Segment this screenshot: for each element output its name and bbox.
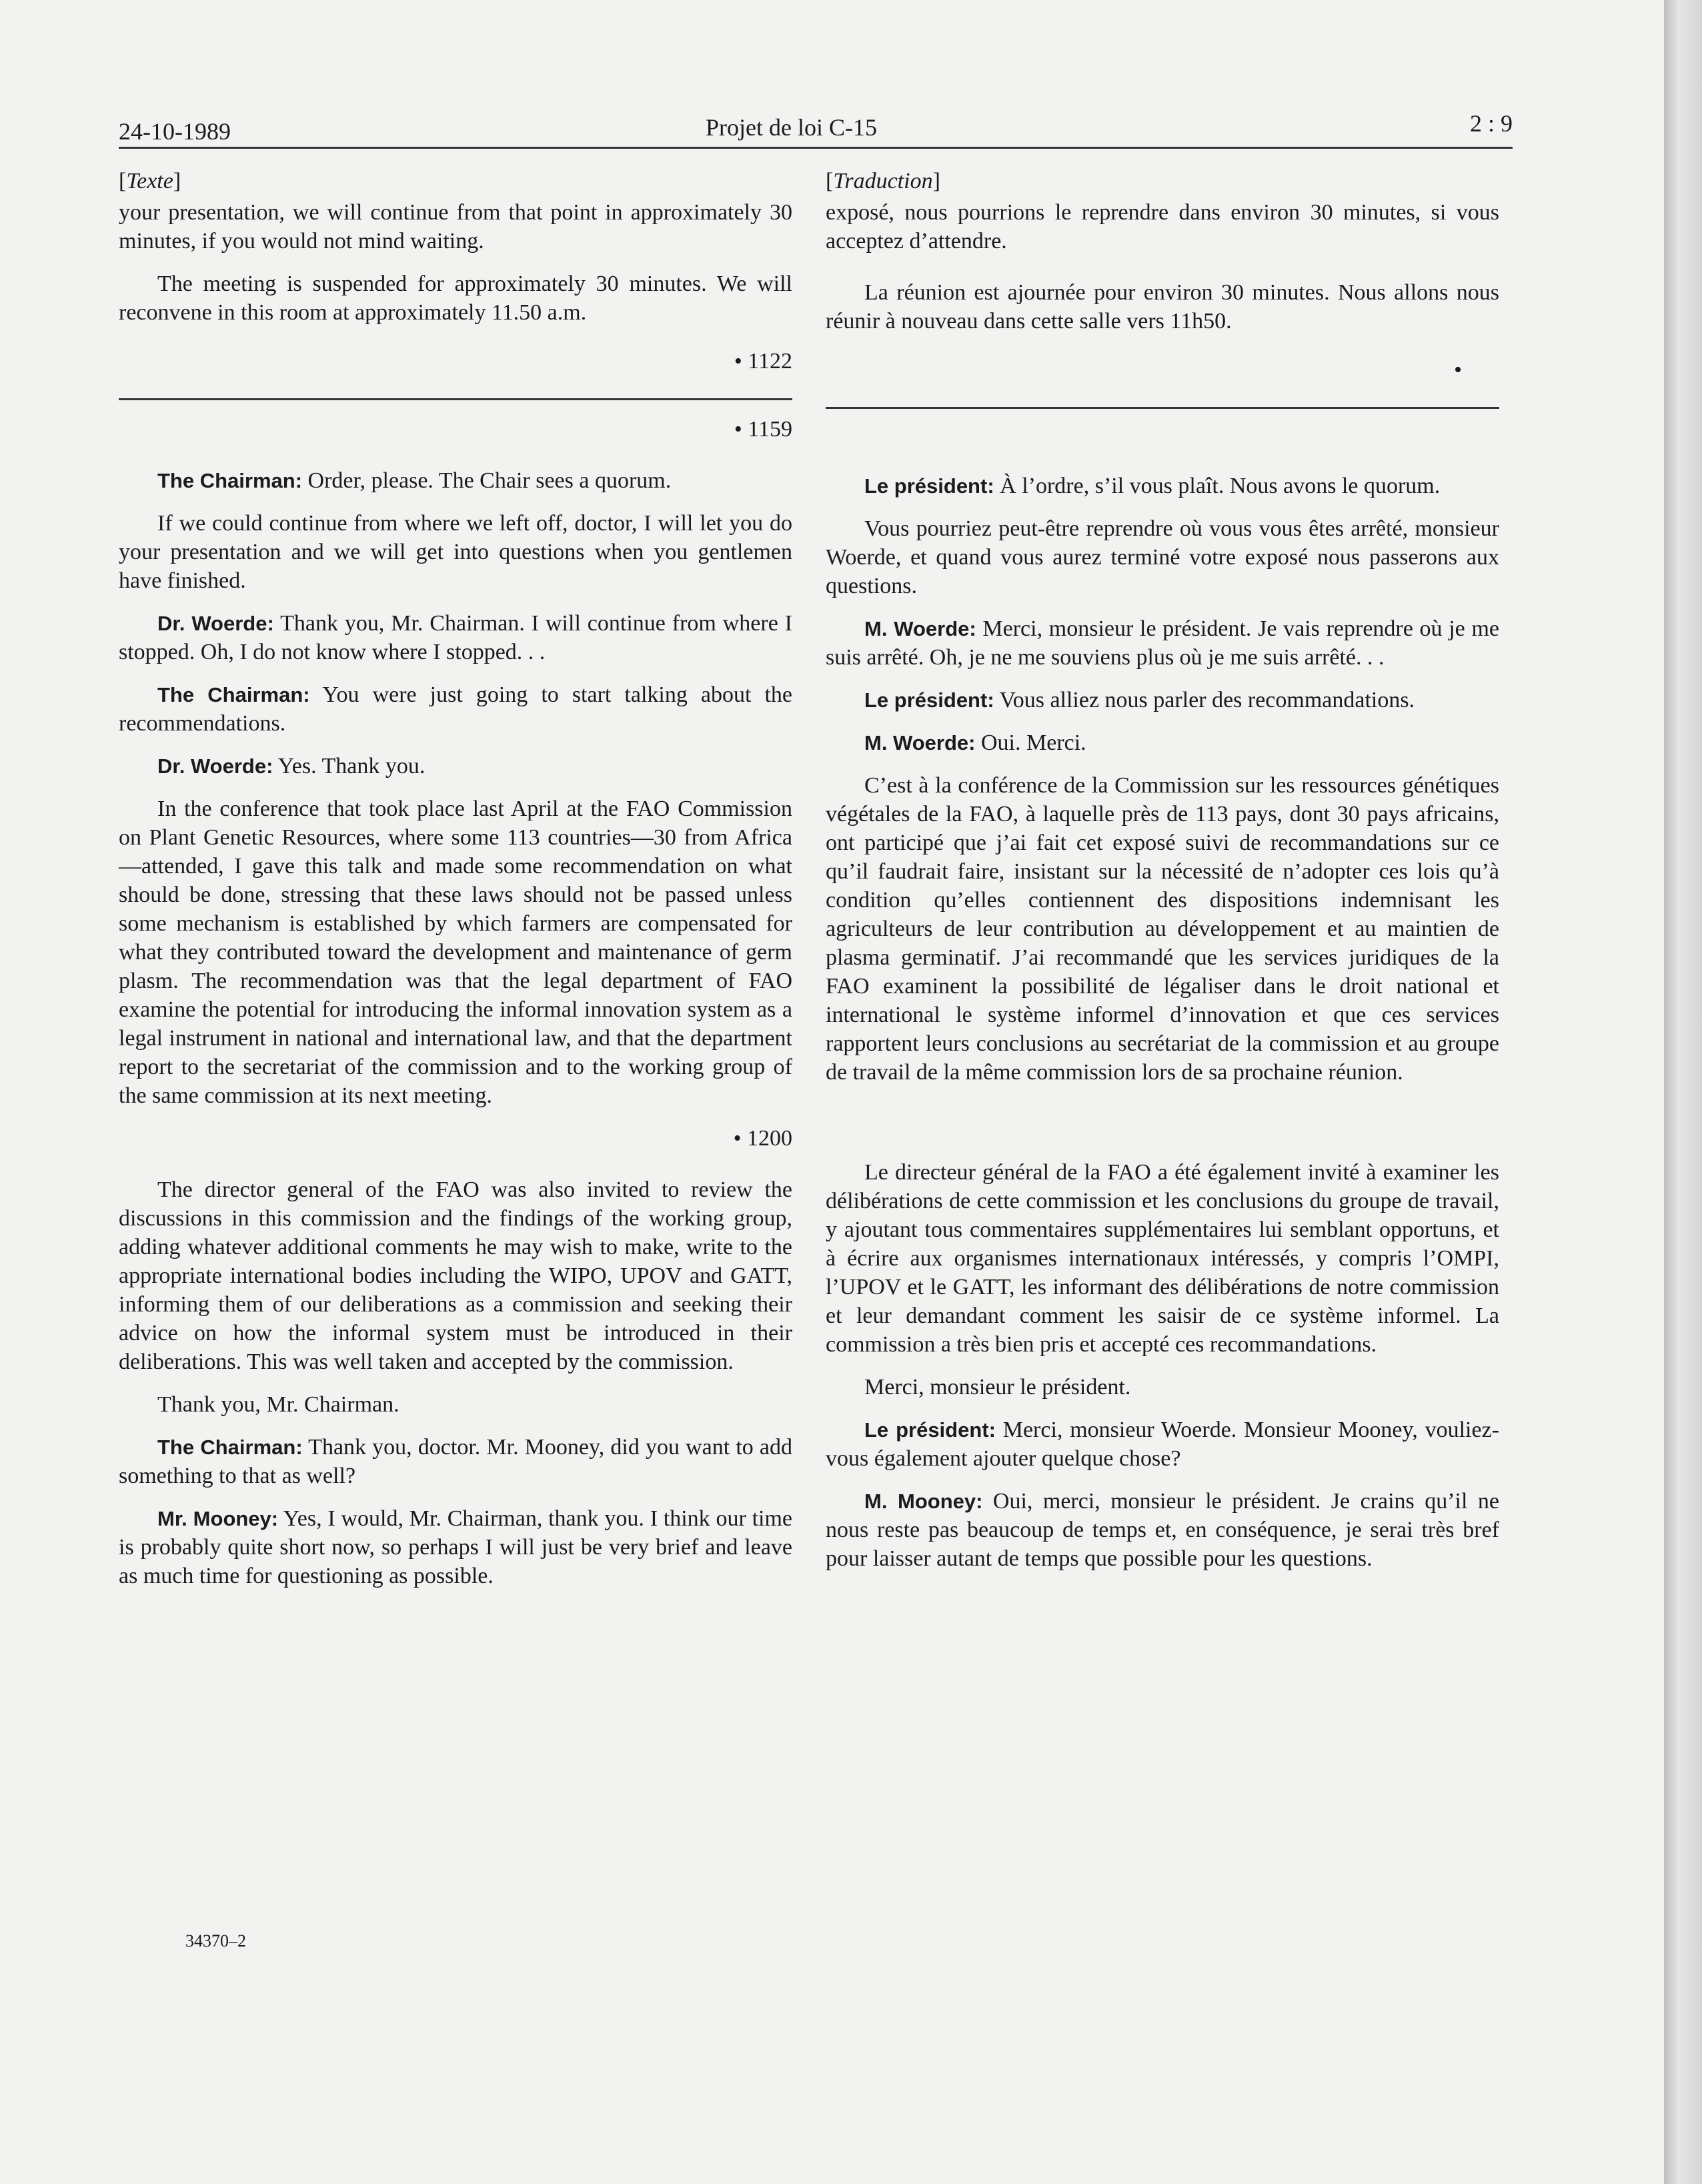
- footer-code: 34370–2: [185, 1931, 246, 1951]
- time-mark: • 1122: [734, 349, 792, 374]
- paragraph: Le directeur général de la FAO a été également invité à examiner les délibérations de cette commission et les conclusions du groupe de travail, y ajoutant tous commentaires supplémentaires lui semblant opportuns, et à écrire aux organismes internationaux intéressés, y compris l’OMPI, l’UPOV et le GATT, les informant des délibérations de notre commission et leur demandant comment les saisir de ce système informel. La commission a très bien pris et accepté ces recommandations.: [826, 1160, 1499, 1357]
- page-header: [119, 110, 1513, 149]
- paragraph: The meeting is suspended for approximately 30 minutes. We will reconvene in this room at approximately 11.50 a.m.: [119, 271, 792, 325]
- paragraph: M. Woerde: Merci, monsieur le président. Je vais reprendre où je me suis arrêté. Oh, je ne me souviens plus où je me suis arrêté. . .: [826, 616, 1499, 670]
- paragraph: C’est à la conférence de la Commission sur les ressources génétiques végétales de la FAO, à laquelle près de 113 pays, dont 30 pays africains, ont participé que j’ai fait cet exposé suivi de recommandations sur ce qu’il faudrait faire, insistant sur la nécessité de n’adopter ces lois qu’à condition qu’elles contiennent des dispositions indemnisant les agriculteurs de leur contribution au développement et au maintien de plasma germinatif. J’ai recommandé que les services juridiques de la FAO examinent la possibilité de légaliser dans le droit national et international le système informel d’innovation et que ces services rapportent leurs conclusions au secrétariat de la commission et au groupe de travail de la même commission lors de sa prochaine réunion.: [826, 773, 1499, 1085]
- paragraph: M. Woerde: Oui. Merci.: [864, 730, 1086, 755]
- paragraph: Dr. Woerde: Thank you, Mr. Chairman. I will continue from where I stopped. Oh, I do not know where I stopped. . .: [119, 611, 793, 664]
- header-date: 24-10-1989: [119, 118, 231, 145]
- paragraph: exposé, nous pourrions le reprendre dans environ 30 minutes, si vous acceptez d’attendre.: [826, 200, 1499, 253]
- section-rule: [826, 407, 1499, 409]
- time-mark: • 1159: [734, 417, 792, 442]
- section-rule: [119, 398, 792, 400]
- paragraph: Le président: Merci, monsieur Woerde. Monsieur Mooney, vouliez-vous également ajouter quelque chose?: [826, 1418, 1499, 1471]
- column-tag: [Traduction]: [826, 169, 940, 193]
- column-tag: [Texte]: [119, 169, 181, 193]
- french-column: [826, 167, 1499, 1587]
- english-column: [119, 167, 792, 1604]
- paragraph: The director general of the FAO was also invited to review the discussions in this commission and the findings of the working group, adding whatever additional comments he may wish to make, write to the appropriate international bodies including the WIPO, UPOV and GATT, informing them of our deliberations as a commission and seeking their advice on how the informal system must be introduced in their deliberations. This was well taken and accepted by the commission.: [119, 1177, 792, 1374]
- paragraph: In the conference that took place last April at the FAO Commission on Plant Genetic Resources, where some 113 countries—30 from Africa—attended, I gave this talk and made some recommendation on what should be done, stressing that these laws should not be passed unless some mechanism is established by which farmers are compensated for what they contributed toward the development and maintenance of germ plasm. The recommendation was that the legal department of FAO examine the potential for introducing the informal innovation system as a legal instrument in national and international law, and that the department report to the secretariat of the commission and to the working group of the same commission at its next meeting.: [119, 796, 792, 1108]
- paragraph: Dr. Woerde: Yes. Thank you.: [157, 754, 425, 778]
- paragraph: your presentation, we will continue from that point in approximately 30 minutes, if you would not mind waiting.: [119, 200, 792, 253]
- time-mark: • 1200: [733, 1126, 792, 1151]
- paragraph: Merci, monsieur le président.: [864, 1375, 1131, 1400]
- speaker-label: Le président:: [864, 474, 994, 498]
- speaker-label: The Chairman:: [157, 1436, 303, 1459]
- speaker-label: Dr. Woerde:: [157, 754, 273, 778]
- bullet-mark: •: [1454, 358, 1462, 382]
- paragraph: Thank you, Mr. Chairman.: [157, 1392, 399, 1417]
- paragraph: Mr. Mooney: Yes, I would, Mr. Chairman, thank you. I think our time is probably quite short now, so perhaps I will just be very brief and leave as much time for questioning as possible.: [119, 1506, 792, 1588]
- speaker-label: M. Woerde:: [864, 731, 976, 754]
- speaker-label: Le président:: [864, 688, 994, 712]
- page-edge-shadow: [1664, 0, 1702, 2184]
- speaker-label: Mr. Mooney:: [157, 1507, 279, 1530]
- paragraph: If we could continue from where we left off, doctor, I will let you do your presentation and we will get into questions when you gentlemen have finished.: [119, 511, 792, 593]
- speaker-label: The Chairman:: [157, 683, 310, 706]
- speaker-label: M. Woerde:: [864, 617, 976, 640]
- paragraph: The Chairman: Thank you, doctor. Mr. Mooney, did you want to add something to that as well?: [119, 1435, 792, 1488]
- header-page-number: 2 : 9: [1469, 110, 1513, 137]
- paragraph: The Chairman: You were just going to start talking about the recommendations.: [119, 682, 793, 736]
- speaker-label: The Chairman:: [157, 469, 303, 492]
- paragraph: La réunion est ajournée pour environ 30 minutes. Nous allons nous réunir à nouveau dans cette salle vers 11h50.: [826, 280, 1499, 334]
- speaker-label: Le président:: [864, 1418, 996, 1442]
- paragraph: Vous pourriez peut-être reprendre où vous vous êtes arrêté, monsieur Woerde, et quand vous aurez terminé votre exposé nous passerons aux questions.: [826, 516, 1499, 598]
- paragraph: M. Mooney: Oui, merci, monsieur le président. Je crains qu’il ne nous reste pas beaucoup de temps et, en conséquence, je serai très bref pour laisser autant de temps que possible pour les questions.: [826, 1489, 1499, 1571]
- speaker-label: M. Mooney:: [864, 1490, 983, 1513]
- speaker-label: Dr. Woerde:: [157, 612, 274, 635]
- paragraph: The Chairman: Order, please. The Chair sees a quorum.: [157, 468, 672, 493]
- paragraph: Le président: À l’ordre, s’il vous plaît. Nous avons le quorum.: [864, 474, 1441, 498]
- paragraph: Le président: Vous alliez nous parler des recommandations.: [864, 688, 1415, 712]
- header-title: Projet de loi C-15: [706, 114, 877, 141]
